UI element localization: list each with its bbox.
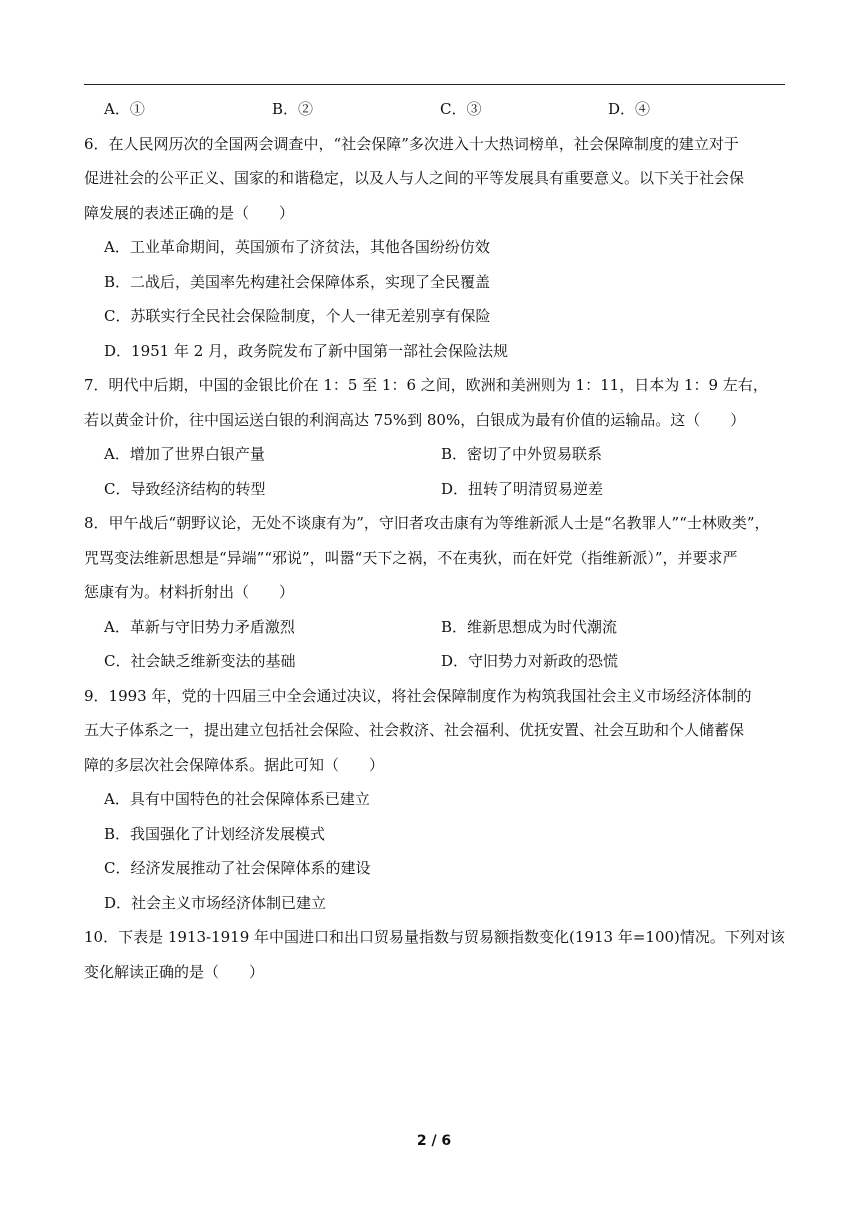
q8-option-c: C．社会缺乏维新变法的基础: [104, 652, 296, 670]
q7-options-row: [84, 472, 786, 507]
q5-options: [84, 92, 786, 127]
q8-stem-line: 8．甲午战后“朝野议论，无处不谈康有为”，守旧者攻击康有为等维新派人士是“名教罪人”“士林败类”，: [84, 514, 770, 532]
q8-option-a: A．革新与守旧势力矛盾激烈: [104, 617, 295, 636]
q10-stem-line: 10．下表是 1913-1919 年中国进口和出口贸易量指数与贸易额指数变化(1913 年=100)情况。下列对该: [84, 928, 785, 946]
question-7: [84, 368, 786, 506]
q5-option-a: A．①: [104, 100, 145, 118]
question-9: [84, 679, 786, 921]
q9-option-d: D．社会主义市场经济体制已建立: [104, 893, 327, 912]
question-10: [84, 920, 786, 989]
q7-option-b: B．密切了中外贸易联系: [441, 445, 603, 463]
q6-option-c: C．苏联实行全民社会保险制度，个人一律无差别享有保险: [104, 307, 491, 325]
q9-option-c: C．经济发展推动了社会保障体系的建设: [104, 859, 371, 877]
q7-option-c: C．导致经济结构的转型: [104, 479, 266, 498]
q5-option-c: C．③: [440, 100, 482, 118]
q6-stem-line: 促进社会的公平正义、国家的和谐稳定，以及人与人之间的平等发展具有重要意义。以下关于社会保: [84, 169, 745, 187]
q6-option-b: B．二战后，美国率先构建社会保障体系，实现了全民覆盖: [104, 272, 491, 291]
q7-stem-line: 若以黄金计价，往中国运送白银的利润高达 75%到 80%，白银成为最有价值的运输品。这（ ）: [84, 410, 746, 429]
q7-stem-line: 7．明代中后期，中国的金银比价在 1：5 至 1：6 之间，欧洲和美洲则为 1：11，日本为 1：9 左右，: [84, 376, 768, 394]
q10-stem-line: 变化解读正确的是（ ）: [84, 962, 265, 981]
question-content: [84, 92, 786, 989]
q6-option-d: D．1951 年 2 月，政务院发布了新中国第一部社会保险法规: [104, 341, 509, 360]
q6-stem-line: 障发展的表述正确的是（ ）: [84, 203, 295, 222]
q9-stem-line: 障的多层次社会保障体系。据此可知（ ）: [84, 755, 385, 774]
q9-stem-line: 9．1993 年，党的十四届三中全会通过决议，将社会保障制度作为构筑我国社会主义市场经济体制的: [84, 686, 752, 705]
q7-option-a: A．增加了世界白银产量: [104, 445, 265, 463]
q5-option-d: D．④: [608, 100, 651, 118]
q6-option-a: A．工业革命期间，英国颁布了济贫法，其他各国纷纷仿效: [104, 238, 490, 256]
q9-stem-line: 五大子体系之一，提出建立包括社会保险、社会救济、社会福利、优抚安置、社会互助和个人储蓄保: [84, 721, 745, 739]
q8-option-b: B．维新思想成为时代潮流: [441, 617, 618, 636]
question-8: [84, 506, 786, 679]
q8-options-row: [84, 644, 786, 679]
q6-stem-line: 6．在人民网历次的全国两会调查中，“社会保障”多次进入十大热词榜单，社会保障制度的建立对于: [84, 134, 739, 153]
page-number: 2 / 6: [416, 1133, 452, 1149]
q9-option-a: A．具有中国特色的社会保障体系已建立: [104, 790, 370, 808]
q7-option-d: D．扭转了明清贸易逆差: [441, 479, 604, 498]
q9-option-b: B．我国强化了计划经济发展模式: [104, 824, 326, 843]
q8-option-d: D．守旧势力对新政的恐慌: [441, 652, 619, 670]
q7-options-row: [84, 437, 786, 472]
question-6: [84, 127, 786, 369]
q5-option-b: B．②: [272, 100, 314, 118]
q8-stem-line: 惩康有为。材料折射出（ ）: [84, 583, 295, 601]
q8-options-row: [84, 610, 786, 645]
q8-stem-line: 咒骂变法维新思想是“异端”“邪说”，叫嚣“天下之祸，不在夷狄，而在奸党（指维新派）”，并要求严: [84, 548, 738, 567]
header-rule: [84, 84, 785, 85]
